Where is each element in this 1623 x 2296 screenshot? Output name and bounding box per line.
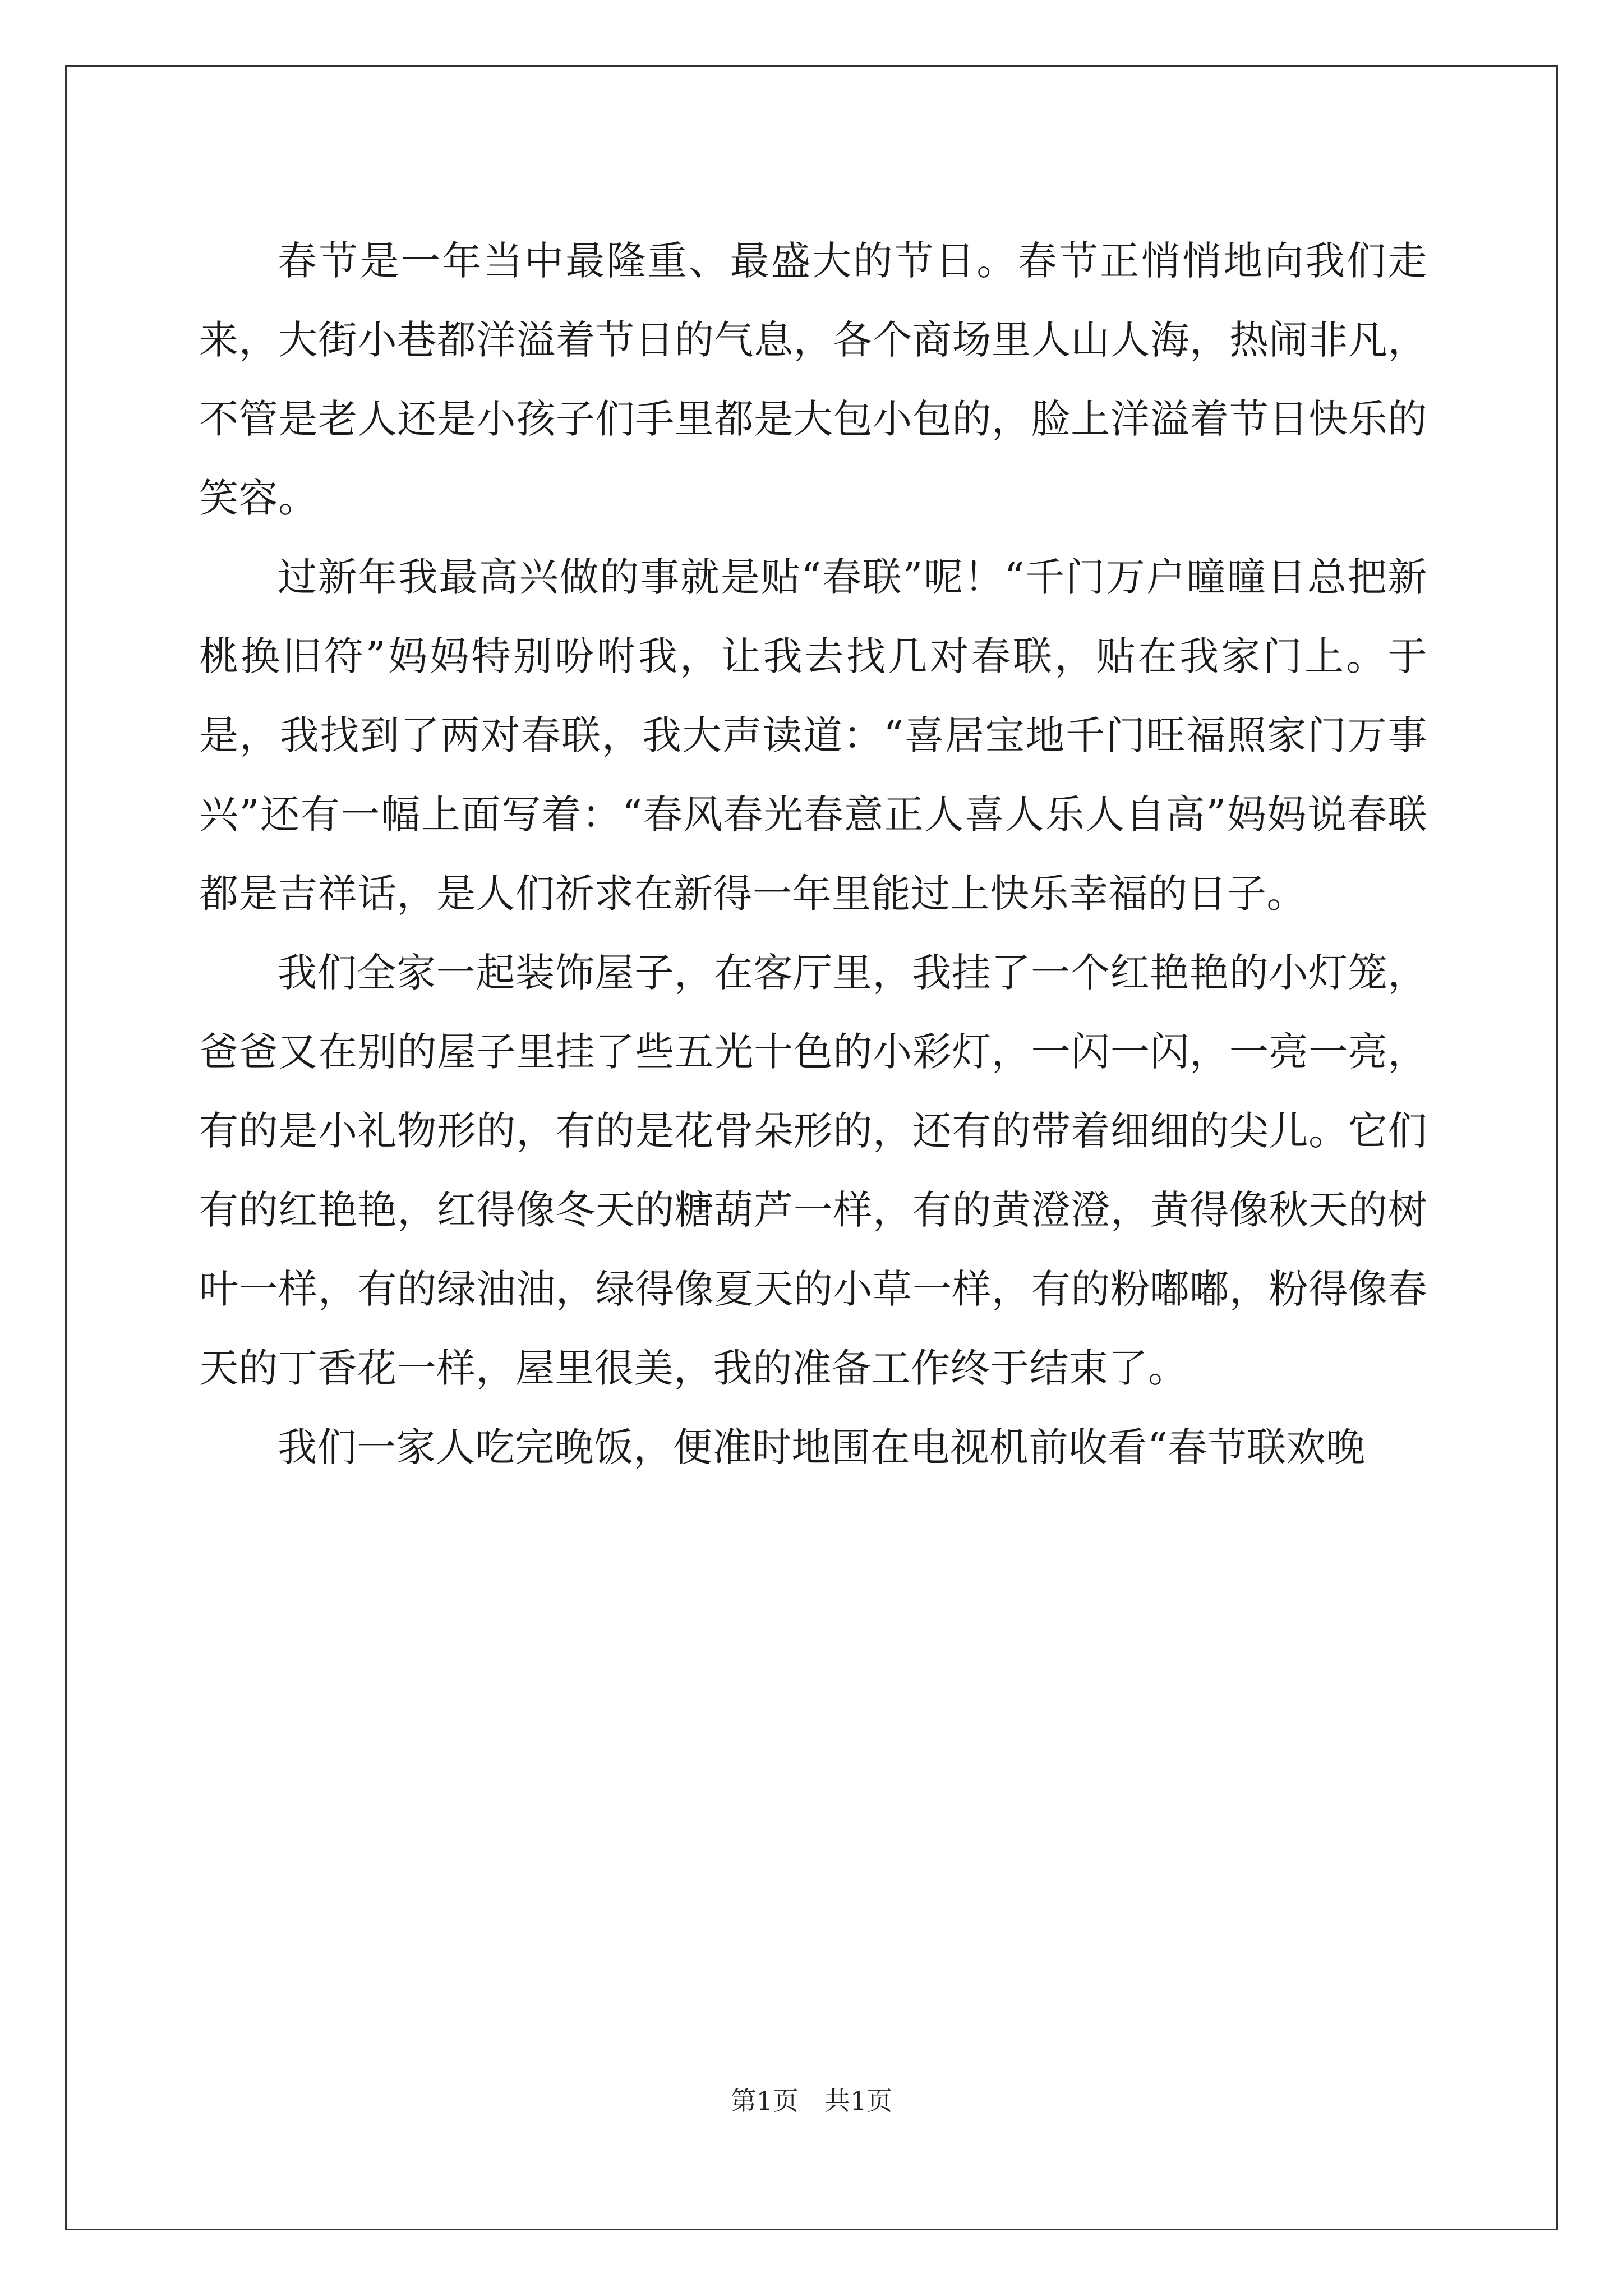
- page-number-footer: 第1页 共1页: [730, 2086, 893, 2116]
- paragraph-1: 春节是一年当中最隆重、最盛大的节日。春节正悄悄地向我们走来，大街小巷都洋溢着节日的气息，各个商场里人山人海，热闹非凡，不管是老人还是小孩子们手里都是大包小包的，脸上洋溢着节日快乐的笑容。: [199, 238, 1427, 521]
- paragraph-4: 我们一家人吃完晚饭，便准时地围在电视机前收看“春节联欢晚: [278, 1424, 1366, 1470]
- document-body: [199, 222, 1427, 1487]
- paragraph-3: 我们全家一起装饰屋子，在客厅里，我挂了一个红艳艳的小灯笼，爸爸又在别的屋子里挂了些五光十色的小彩灯，一闪一闪，一亮一亮，有的是小礼物形的，有的是花骨朵形的，还有的带着细细的尖儿。它们有的红艳艳，红得像冬天的糖葫芦一样，有的黄澄澄，黄得像秋天的树叶一样，有的绿油油，绿得像夏天的小草一样，有的粉嘟嘟，粉得像春天的丁香花一样，屋里很美，我的准备工作终于结束了。: [199, 950, 1427, 1391]
- paragraph-2: 过新年我最高兴做的事就是贴“春联”呢！“千门万户曈曈日总把新桃换旧符”妈妈特别吩咐我，让我去找几对春联，贴在我家门上。于是，我找到了两对春联，我大声读道：“喜居宝地千门旺福照家门万事兴”还有一幅上面写着：“春风春光春意正人喜人乐人自高”妈妈说春联都是吉祥话，是人们祈求在新得一年里能过上快乐幸福的日子。: [199, 554, 1427, 917]
